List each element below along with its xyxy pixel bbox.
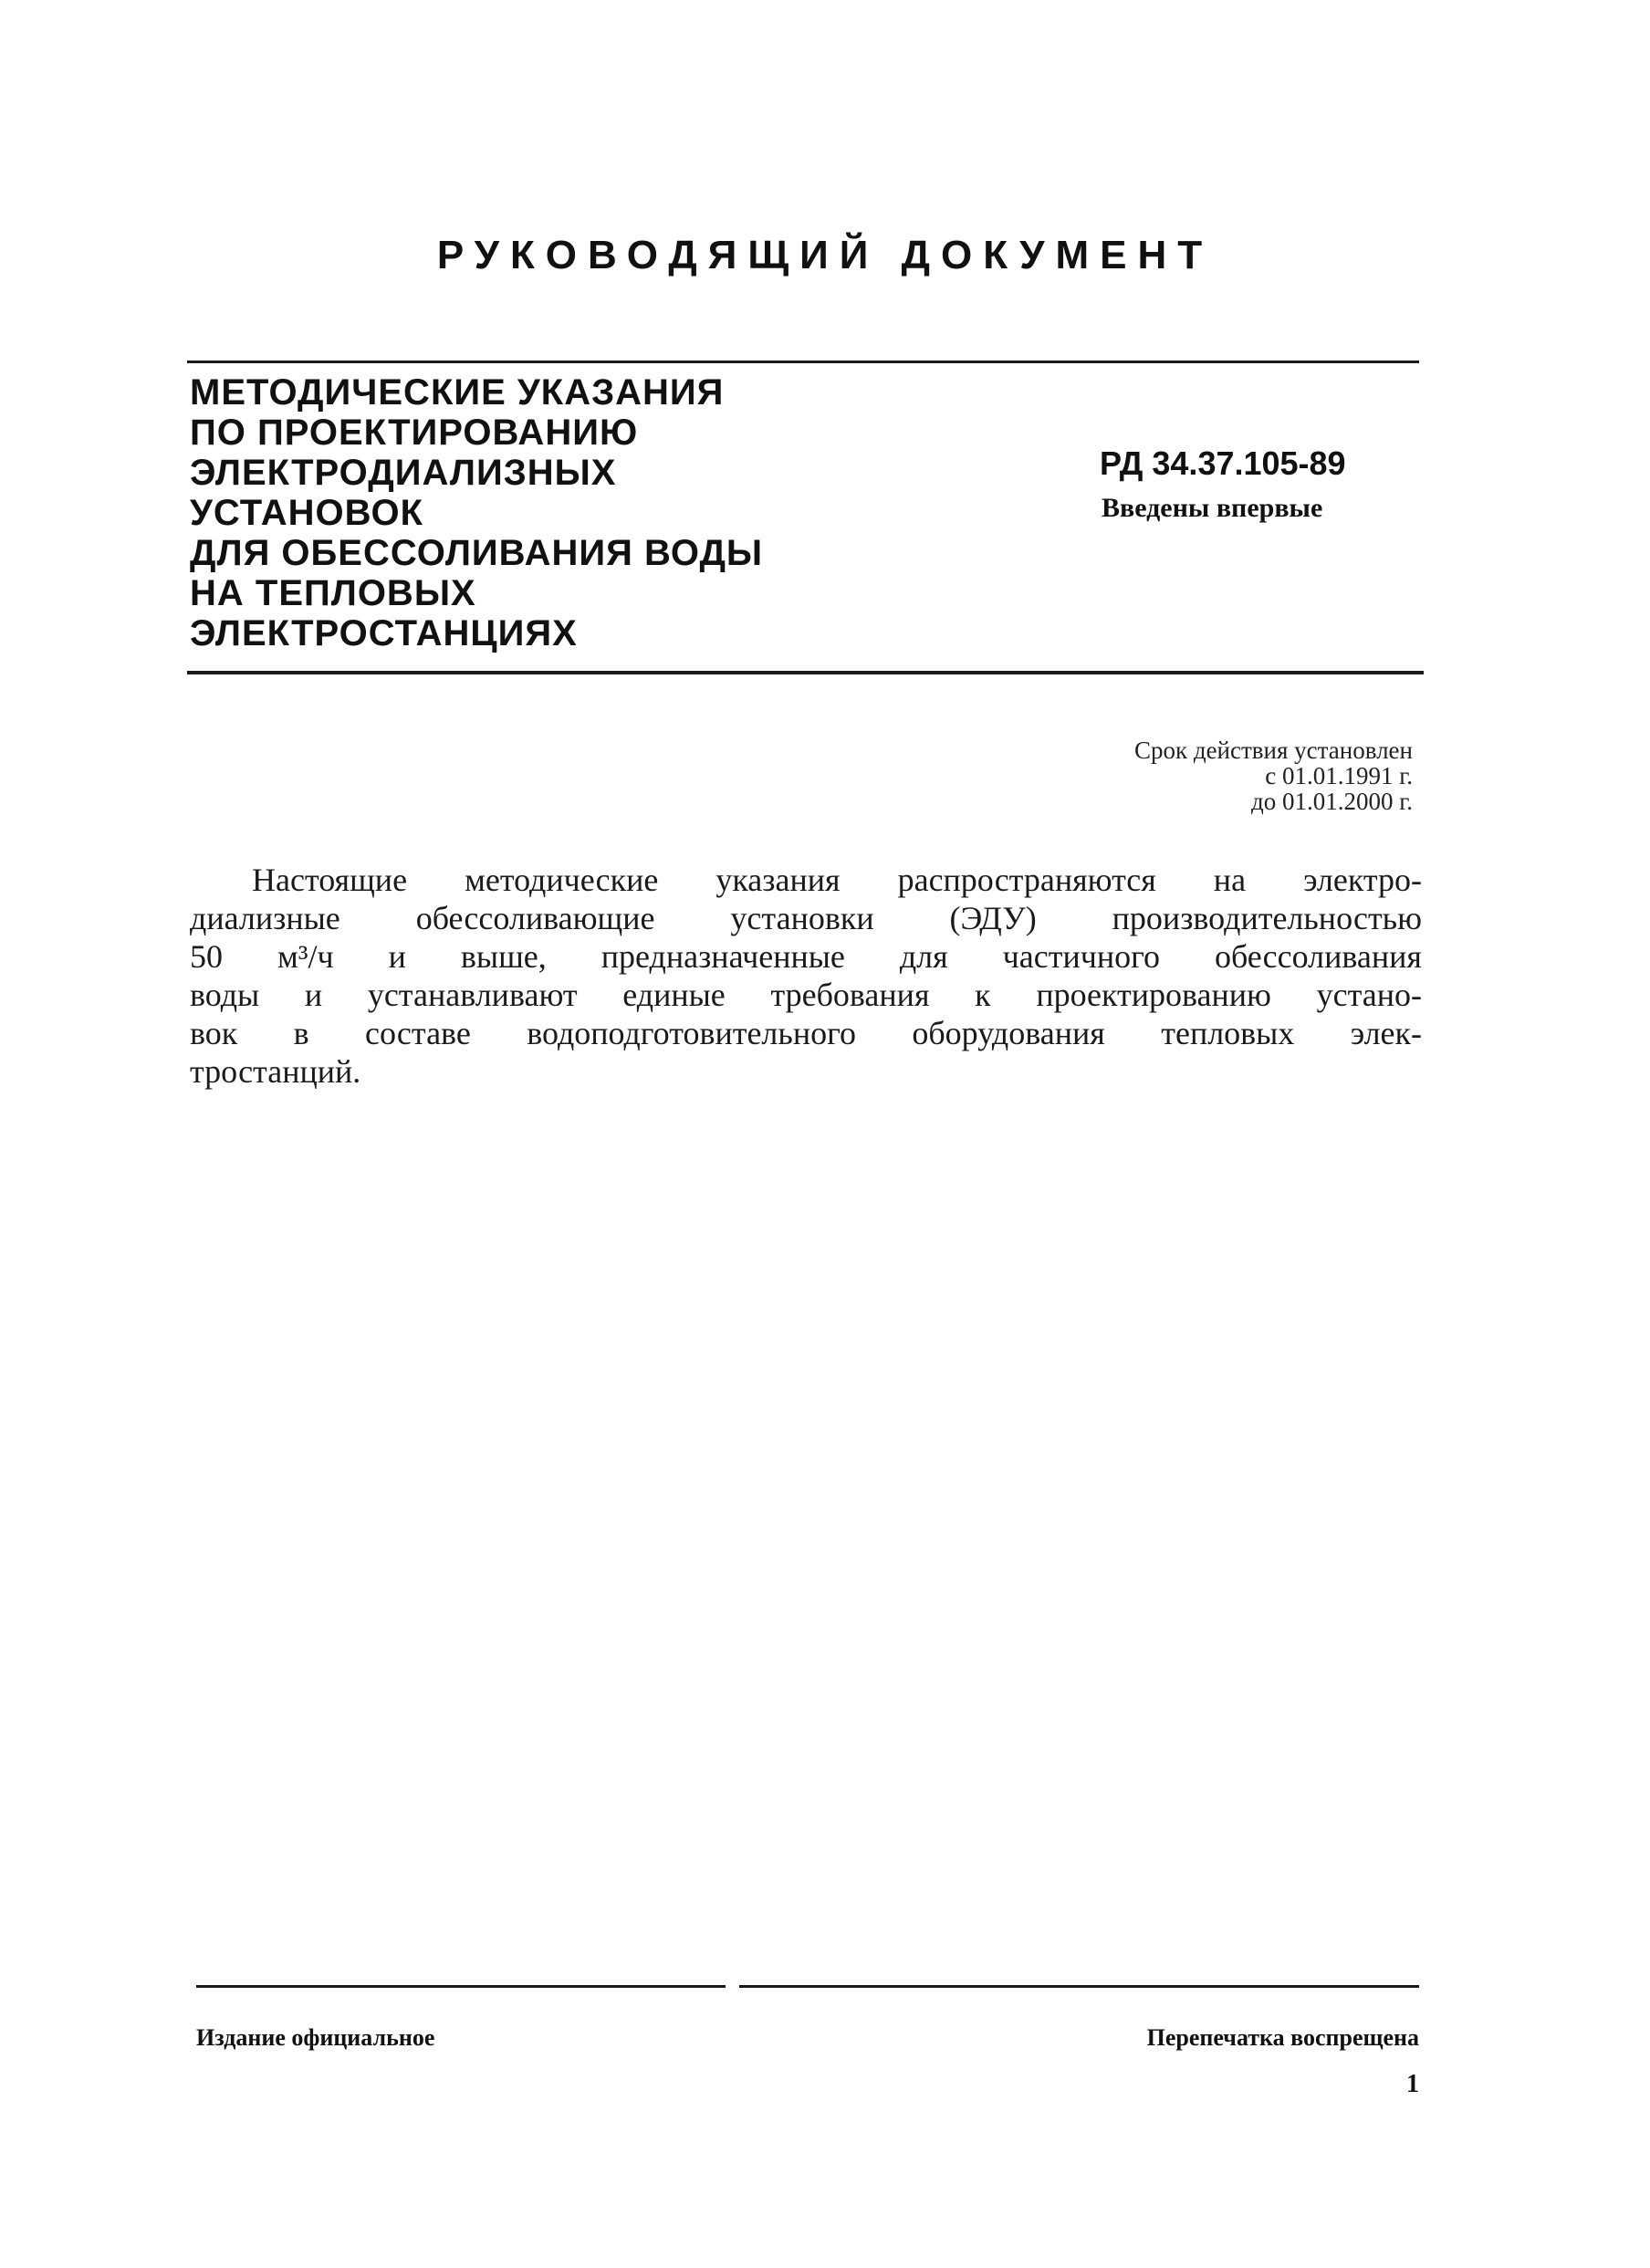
footer-divider-right xyxy=(739,1985,1419,1988)
document-title-line: УСТАНОВОК xyxy=(190,493,423,533)
reprint-prohibited-note: Перепечатка воспрещена xyxy=(1146,2024,1419,2051)
document-title xyxy=(190,372,883,653)
paragraph-line: воды и устанавливают единые требования к проектированию устано- xyxy=(190,977,1422,1013)
title-bottom-divider xyxy=(187,671,1424,674)
official-edition-note: Издание официальное xyxy=(196,2024,435,2051)
paragraph-line: Настоящие методические указания распространяются на электро- xyxy=(252,862,1422,898)
introduced-note: Введены впервые xyxy=(1102,493,1323,523)
validity-line: Срок действия установлен xyxy=(1133,737,1413,764)
page-number: 1 xyxy=(1406,2070,1419,2098)
document-title-line: ПО ПРОЕКТИРОВАНИЮ xyxy=(190,413,639,453)
body-paragraph xyxy=(190,861,1422,1091)
paragraph-line: тростанций. xyxy=(190,1053,361,1090)
paragraph-line: вок в составе водоподготовительного оборудования тепловых элек- xyxy=(190,1015,1422,1051)
document-code: РД 34.37.105-89 xyxy=(1100,444,1346,482)
document-title-line: НА ТЕПЛОВЫХ xyxy=(190,573,476,613)
validity-start-date: с 01.01.1991 г. xyxy=(1265,762,1413,789)
paragraph-line: 50 м³/ч и выше, предназначенные для частичного обессоливания xyxy=(190,938,1422,975)
document-title-line: МЕТОДИЧЕСКИЕ УКАЗАНИЯ xyxy=(190,372,725,413)
top-divider xyxy=(187,361,1419,363)
document-title-line: ДЛЯ ОБЕССОЛИВАНИЯ ВОДЫ xyxy=(190,533,764,573)
document-title-line: ЭЛЕКТРОСТАНЦИЯХ xyxy=(190,613,578,653)
footer-divider-left xyxy=(196,1985,726,1988)
document-type-heading: РУКОВОДЯЩИЙ ДОКУМЕНТ xyxy=(436,233,1214,277)
validity-end-date: до 01.01.2000 г. xyxy=(1250,788,1413,815)
document-title-line: ЭЛЕКТРОДИАЛИЗНЫХ xyxy=(190,453,617,493)
paragraph-line: диализные обессоливающие установки (ЭДУ) производительностью xyxy=(190,900,1422,936)
validity-period xyxy=(913,737,1413,814)
